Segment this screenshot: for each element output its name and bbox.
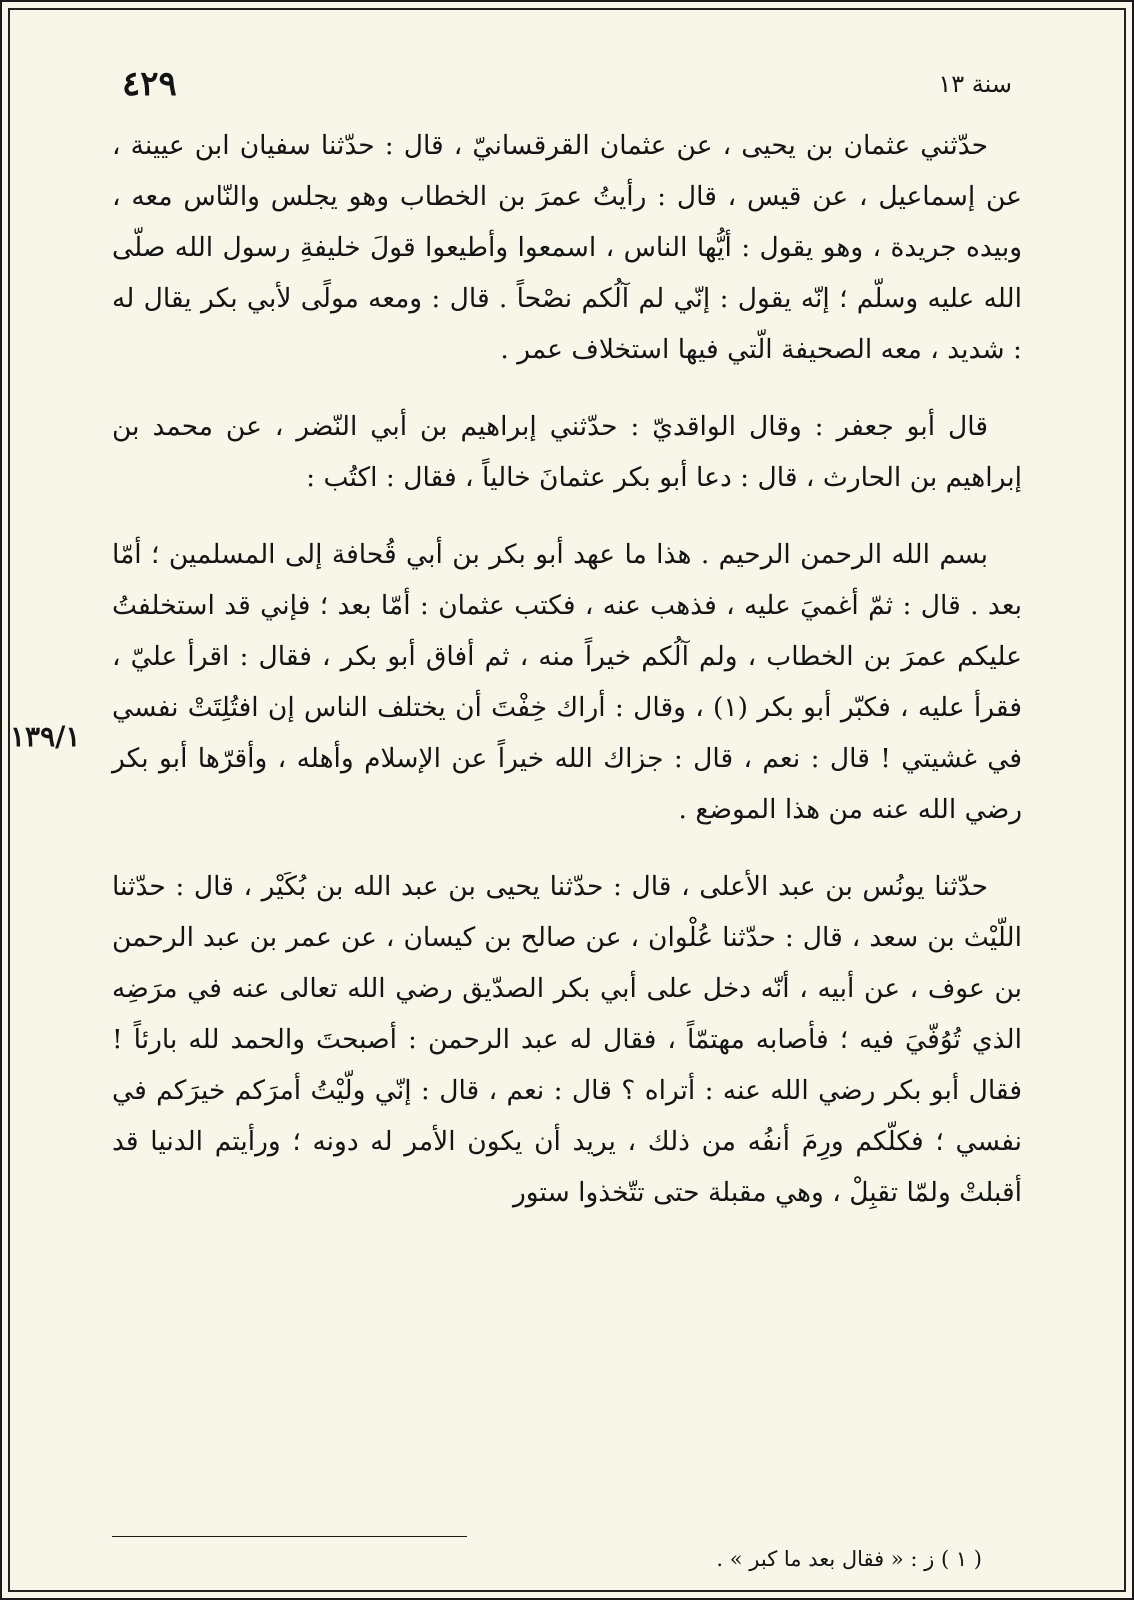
page-number: ٤٢٩ [122, 64, 177, 104]
footnote-divider [112, 1536, 467, 1537]
paragraph: حدّثني عثمان بن يحيى ، عن عثمان القرقسانيّ ، قال : حدّثنا سفيان ابن عيينة ، عن إسماعيل ، عن قيس ، قال : رأيتُ عمرَ بن الخطاب وهو يجلس والنّاس معه ، وبيده جريدة ، وهو يقول : أيُّها الناس ، اسمعوا وأطيعوا قولَ خليفةِ رسول الله صلّى الله عليه وسلّم ؛ إنّه يقول : إنّي لم آلُكم نصْحاً . قال : ومعه مولًى لأبي بكر يقال له : شديد ، معه الصحيفة الّتي فيها استخلاف عمر . [112, 130, 1022, 365]
running-head: سنة ١٣ [938, 70, 1012, 98]
main-text [112, 120, 1022, 1237]
margin-reference: ١٣٩/١ [10, 720, 81, 753]
paragraph: قال أبو جعفر : وقال الواقديّ : حدّثني إبراهيم بن أبي النّضر ، عن محمد بن إبراهيم بن الحارث ، قال : دعا أبو بكر عثمانَ خالياً ، فقال : اكتُب : [112, 411, 1022, 493]
page-header [112, 64, 1022, 104]
footnote: ( ١ ) ز : « فقال بعد ما كبر » . [716, 1547, 982, 1571]
paragraph: بسم الله الرحمن الرحيم . هذا ما عهد أبو بكر بن أبي قُحافة إلى المسلمين ؛ أمّا بعد . قال : ثمّ أغميَ عليه ، فذهب عنه ، فكتب عثمان : أمّا بعد ؛ فإني قد استخلفتُ عليكم عمرَ بن الخطاب ، ولم آلُكم خيراً منه ، ثم أفاق أبو بكر ، فقال : اقرأ عليّ ، فقرأ عليه ، فكبّر أبو بكر (١) ، وقال : أراك خِفْتَ أن يختلف الناس إن افتُلِتَتْ نفسي في غشيتي ! قال : نعم ، قال : جزاك الله خيراً عن الإسلام وأهله ، وأقرّها أبو بكر رضي الله عنه من هذا الموضع . [112, 539, 1022, 825]
paragraph: حدّثنا يونُس بن عبد الأعلى ، قال : حدّثنا يحيى بن عبد الله بن بُكَيْر ، قال : حدّثنا اللّيْث بن سعد ، قال : حدّثنا عُلْوان ، عن صالح بن كيسان ، عن عمر بن عبد الرحمن بن عوف ، عن أبيه ، أنّه دخل على أبي بكر الصدّيق رضي الله تعالى عنه في مرَضِه الذي تُوُفّيَ فيه ؛ فأصابه مهتمّاً ، فقال له عبد الرحمن : أصبحتَ والحمد لله بارئاً ! فقال أبو بكر رضي الله عنه : أتراه ؟ قال : نعم ، قال : إنّي ولّيْتُ أمرَكم خيرَكم في نفسي ؛ فكلّكم ورِمَ أنفُه من ذلك ، يريد أن يكون الأمر له دونه ؛ ورأيتم الدنيا قد أقبلتْ ولمّا تقبِلْ ، وهي مقبلة حتى تتّخذوا ستور [112, 871, 1022, 1208]
